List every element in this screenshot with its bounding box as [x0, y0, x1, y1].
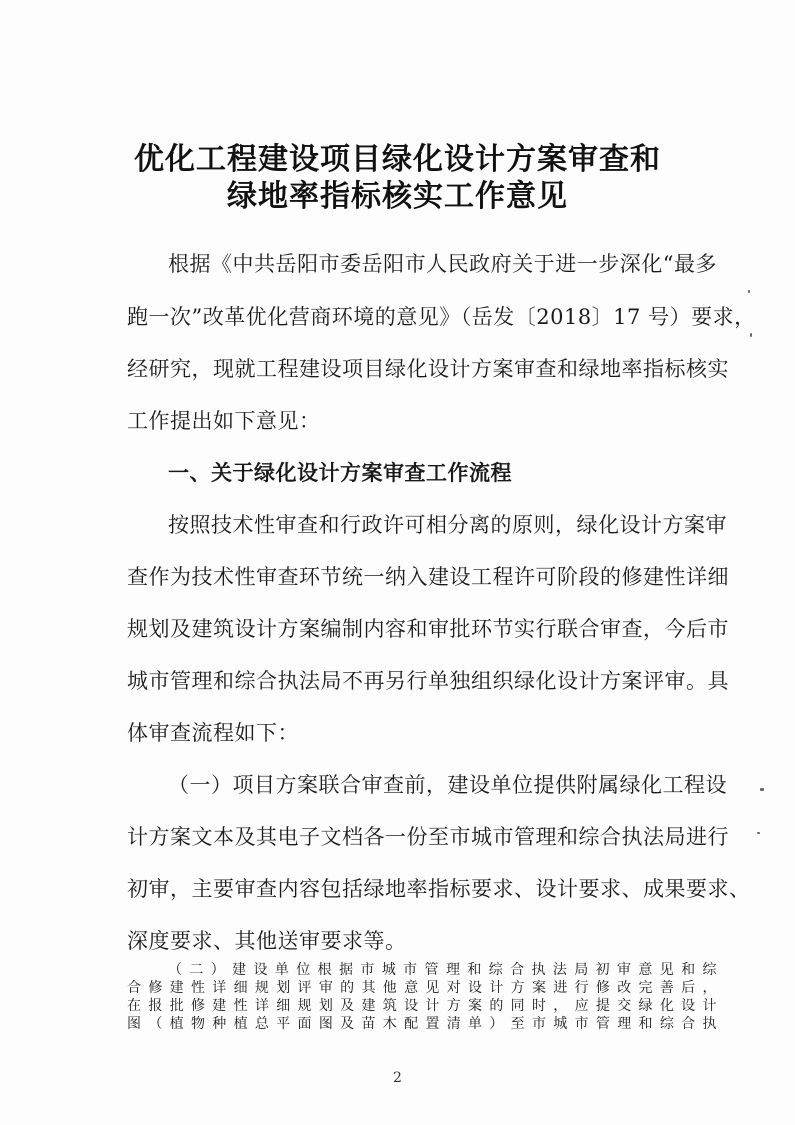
- paragraph-4-line-2: 计方案文本及其电子文档各一份至市城市管理和综合执法局进行: [127, 825, 729, 849]
- scan-speck: [750, 333, 752, 337]
- paragraph-3-line-2: 查作为技术性审查环节统一纳入建设工程许可阶段的修建性详细: [127, 565, 729, 589]
- paragraph-1-line-3: 经研究，现就工程建设项目绿化设计方案审查和绿地率指标核实: [127, 357, 729, 381]
- paragraph-4-line-1: （一）项目方案联合审查前，建设单位提供附属绿化工程设: [168, 773, 727, 797]
- paragraph-3-line-5: 体审查流程如下：: [127, 721, 299, 745]
- paragraph-5-line-2: 合修建性详细规划评审的其他意见对设计方案进行修改完善后，: [127, 980, 717, 996]
- section-heading-1: 一、关于绿化设计方案审查工作流程: [168, 461, 512, 485]
- paragraph-3-line-1: 按照技术性审查和行政许可相分离的原则，绿化设计方案审: [168, 513, 727, 537]
- paragraph-1-line-4: 工作提出如下意见：: [127, 409, 321, 433]
- page-number: 2: [393, 1070, 402, 1086]
- paragraph-3-line-4: 城市管理和综合执法局不再另行单独组织绿化设计方案评审。具: [127, 669, 729, 693]
- paragraph-4-line-3: 初审，主要审查内容包括绿地率指标要求、设计要求、成果要求、: [127, 877, 751, 901]
- document-title-line-2: 绿地率指标核实工作意见: [227, 179, 568, 214]
- paragraph-4-line-4: 深度要求、其他送审要求等。: [127, 929, 407, 953]
- paragraph-1-line-1: 根据《中共岳阳市委岳阳市人民政府关于进一步深化“最多: [168, 252, 717, 276]
- paragraph-3-line-3: 规划及建筑设计方案编制内容和审批环节实行联合审查，今后市: [127, 617, 729, 641]
- scan-speck: [748, 290, 750, 293]
- paragraph-5-line-1: （二）建设单位根据市城市管理和综合执法局初审意见和综: [168, 962, 717, 978]
- scan-speck: [757, 832, 760, 834]
- paragraph-5-line-4: 图（植物种植总平面图及苗木配置清单）至市城市管理和综合执: [127, 1016, 717, 1032]
- scan-speck: [760, 788, 764, 791]
- paragraph-5-line-3: 在报批修建性详细规划及建筑设计方案的同时，应提交绿化设计: [127, 998, 717, 1014]
- paragraph-1-line-2: 跑一次”改革优化营商环境的意见》（岳发〔2018〕17 号）要求，: [127, 305, 756, 329]
- document-title-line-1: 优化工程建设项目绿化设计方案审查和: [134, 142, 661, 177]
